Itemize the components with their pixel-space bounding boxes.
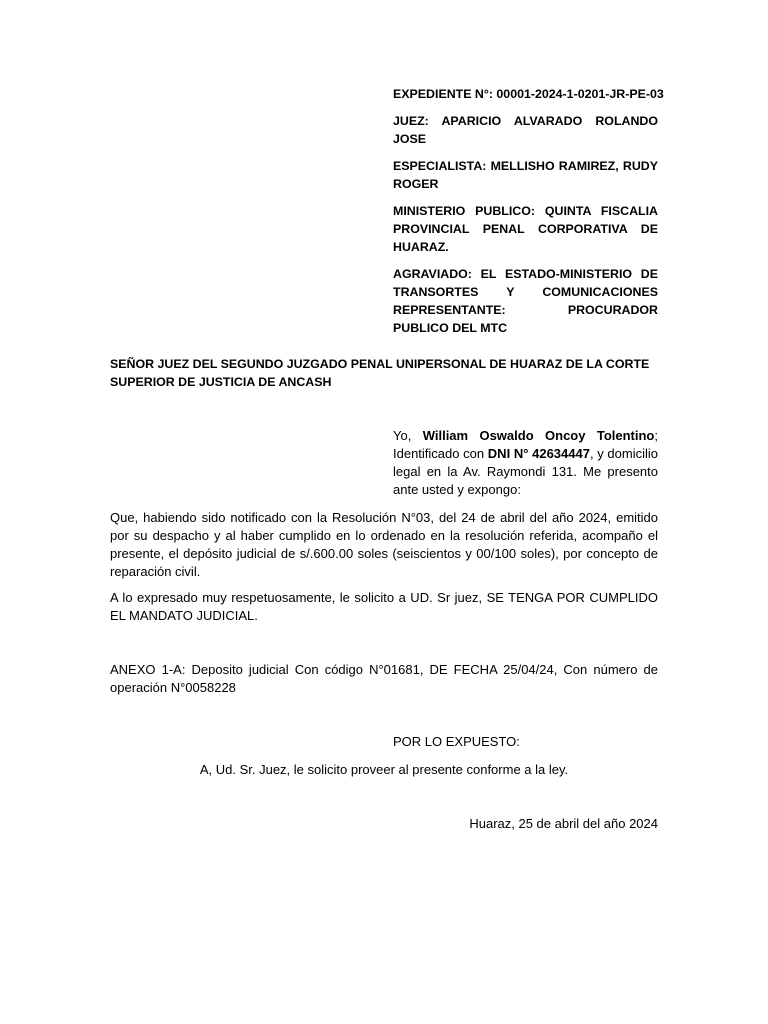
- case-number: EXPEDIENTE N°: 00001-2024-1-0201-JR-PE-03: [393, 87, 664, 101]
- addressee-heading: SEÑOR JUEZ DEL SEGUNDO JUZGADO PENAL UNIPERSONAL DE HUARAZ DE LA CORTE SUPERIOR DE JUSTICIA DE ANCASH: [110, 357, 650, 389]
- petitioner-name: William Oswaldo Oncoy Tolentino: [422, 428, 655, 443]
- specialist-name: ESPECIALISTA: MELLISHO RAMIREZ, RUDY ROGER: [393, 159, 658, 191]
- closing-request: A, Ud. Sr. Juez, le solicito proveer al presente conforme a la ley.: [199, 762, 569, 777]
- public-ministry: MINISTERIO PUBLICO: QUINTA FISCALIA PROVINCIAL PENAL CORPORATIVA DE HUARAZ.: [393, 204, 658, 254]
- annex-paragraph: ANEXO 1-A: Deposito judicial Con código N°01681, DE FECHA 25/04/24, Con número de operación N°0058228: [110, 662, 658, 695]
- intro-suffix: , y domicilio legal en la Av. Raymondi 131. Me presento ante usted y expongo:: [393, 446, 658, 497]
- judge-name: JUEZ: APARICIO ALVARADO ROLANDO JOSE: [393, 114, 658, 146]
- place-and-date: Huaraz, 25 de abril del año 2024: [469, 816, 658, 831]
- closing-phrase: POR LO EXPUESTO:: [393, 734, 520, 749]
- intro-middle: ; Identificado con: [393, 428, 658, 461]
- aggrieved-party: AGRAVIADO: EL ESTADO-MINISTERIO DE TRANSORTES Y COMUNICACIONES REPRESENTANTE: PROCURADOR PUBLICO DEL MTC: [393, 267, 658, 335]
- case-header: [393, 85, 664, 346]
- petitioner-dni: DNI N° 42634447: [487, 446, 590, 461]
- introduction-paragraph: [393, 427, 658, 499]
- body-paragraph-deposit: Que, habiendo sido notificado con la Resolución N°03, del 24 de abril del año 2024, emitido por su despacho y al haber cumplido en lo ordenado en la resolución referida, acompaño el presente, el depósito judicial de s/.600.00 soles (seiscientos y 00/100 soles), por concepto de reparación civil.: [110, 510, 658, 579]
- body-paragraph-request: A lo expresado muy respetuosamente, le solicito a UD. Sr juez, SE TENGA POR CUMPLIDO EL MANDATO JUDICIAL.: [110, 590, 658, 623]
- intro-prefix: Yo,: [393, 428, 423, 443]
